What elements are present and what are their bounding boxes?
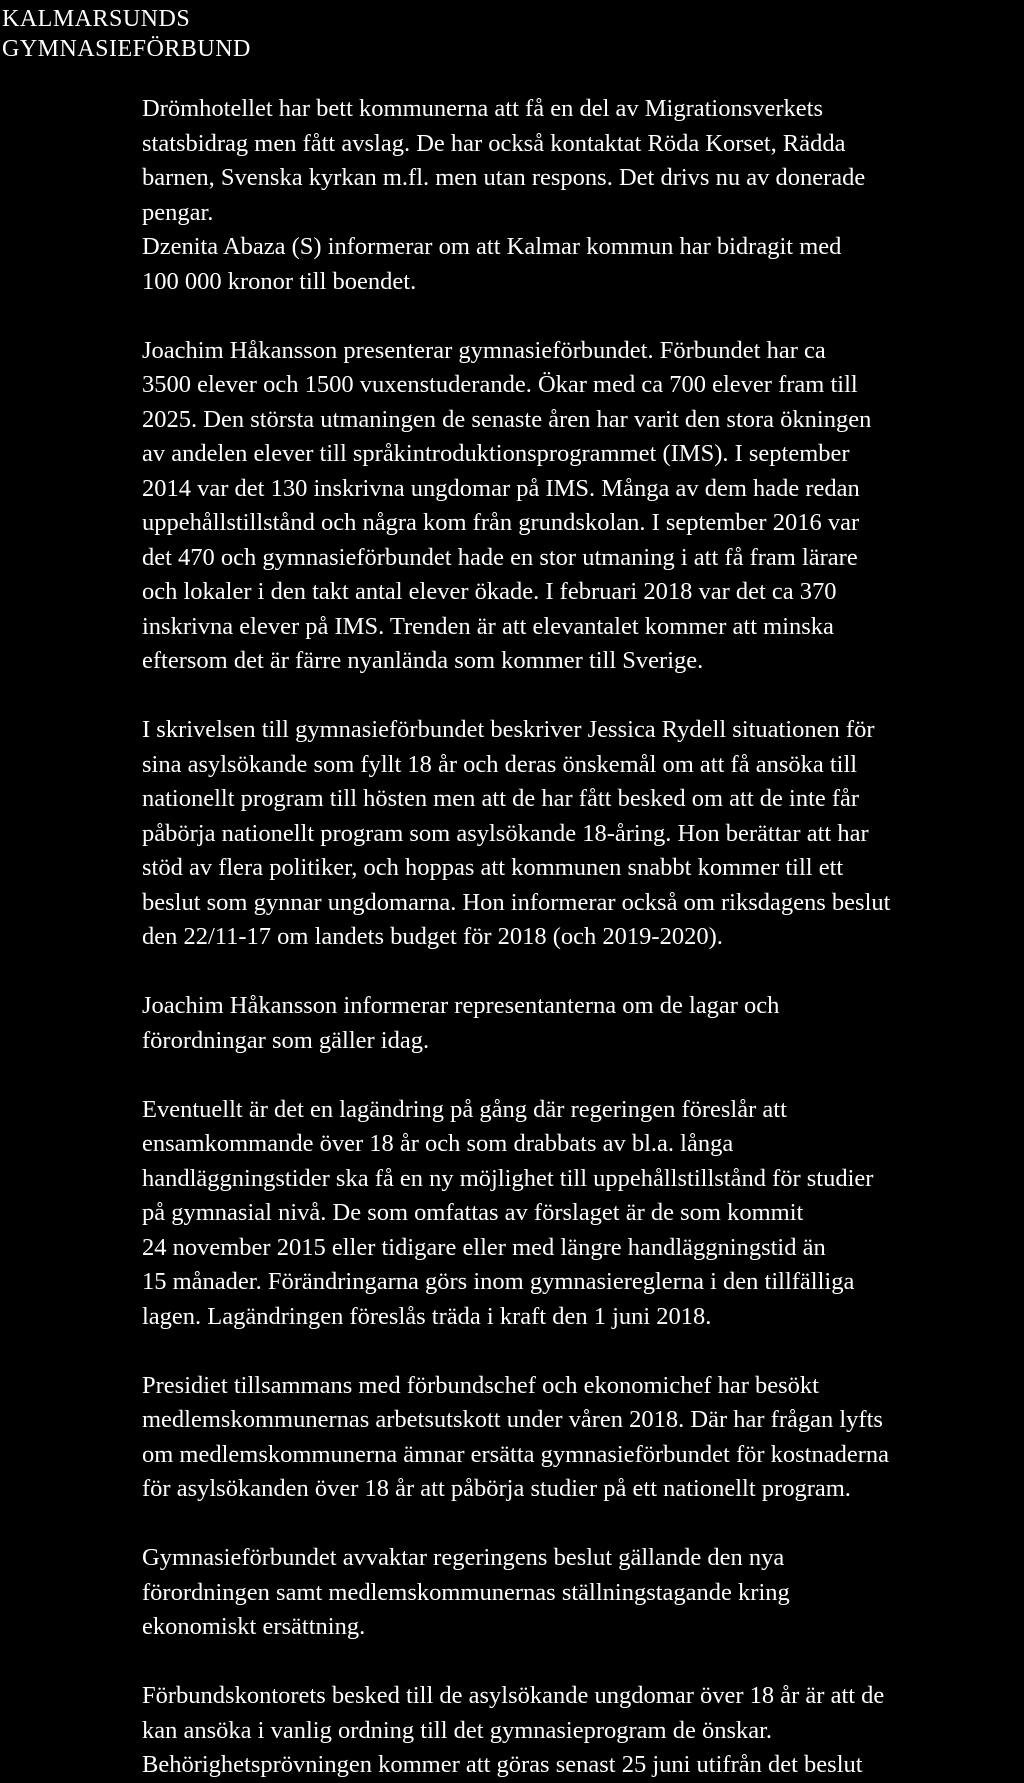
text-line: Joachim Håkansson presenterar gymnasieförbundet. Förbundet har ca (142, 336, 826, 364)
paragraph (142, 713, 1012, 955)
paragraph (142, 1541, 1012, 1645)
paragraph (142, 1369, 1012, 1507)
text-line: medlemskommunernas arbetsutskott under våren 2018. Där har frågan lyfts (142, 1406, 883, 1433)
text-line: på gymnasial nivå. De som omfattas av förslaget är de som kommit (142, 1199, 804, 1226)
text-line: 24 november 2015 eller tidigare eller med längre handläggningstid än (142, 1233, 826, 1261)
header-line: KALMARSUNDS (2, 6, 191, 32)
paragraph (142, 1679, 1012, 1783)
text-line: statsbidrag men fått avslag. De har också kontaktat Röda Korset, Rädda (142, 129, 846, 157)
text-line: nationellt program till hösten men att de har fått besked om att de inte får (142, 785, 860, 812)
text-line: kan ansöka i vanlig ordning till det gymnasieprogram de önskar. (142, 1716, 773, 1744)
paragraph (142, 230, 1012, 299)
text-line: eftersom det är färre nyanlända som kommer till Sverige. (142, 647, 704, 674)
text-line: barnen, Svenska kyrkan m.fl. men utan respons. Det drivs nu av donerade (142, 164, 866, 191)
text-line: påbörja nationellt program som asylsökande 18-åring. Hon berättar att har (142, 819, 869, 847)
text-line: ensamkommande över 18 år och som drabbats av bl.a. långa (142, 1130, 734, 1157)
paragraph (142, 1093, 1012, 1335)
paragraph (142, 92, 1012, 230)
text-line: 15 månader. Förändringarna görs inom gymnasiereglerna i den tillfälliga (142, 1268, 855, 1295)
text-line: sina asylsökande som fyllt 18 år och deras önskemål om att få ansöka till (142, 750, 858, 778)
text-line: beslut som gynnar ungdomarna. Hon informerar också om riksdagens beslut (142, 888, 891, 916)
text-line: Presidiet tillsammans med förbundschef och ekonomichef har besökt (142, 1371, 819, 1399)
organization-header (2, 4, 251, 64)
text-line: inskrivna elever på IMS. Trenden är att elevantalet kommer att minska (142, 612, 834, 640)
text-line: Behörighetsprövningen kommer att göras senast 25 juni utifrån det beslut (142, 1751, 863, 1778)
text-line: 2025. Den största utmaningen de senaste åren har varit den stora ökningen (142, 405, 872, 433)
text-line: 100 000 kronor till boendet. (142, 267, 417, 295)
text-line: för asylsökanden över 18 år att påbörja studier på ett nationellt program. (142, 1475, 851, 1502)
text-line: uppehållstillstånd och några kom från grundskolan. I september 2016 var (142, 509, 860, 536)
text-line: I skrivelsen till gymnasieförbundet beskriver Jessica Rydell situationen för (142, 716, 875, 743)
text-line: stöd av flera politiker, och hoppas att kommunen snabbt kommer till ett (142, 854, 844, 881)
text-line: och lokaler i den takt antal elever ökade. I februari 2018 var det ca 370 (142, 578, 837, 605)
text-line: förordningen samt medlemskommunernas ställningstagande kring (142, 1578, 790, 1606)
document-body (142, 92, 1012, 1783)
text-line: 3500 elever och 1500 vuxenstuderande. Ökar med ca 700 elever fram till (142, 371, 858, 398)
text-line: av andelen elever till språkintroduktionsprogrammet (IMS). I september (142, 440, 850, 467)
text-line: Drömhotellet har bett kommunerna att få en del av Migrationsverkets (142, 95, 824, 122)
text-line: Förbundskontorets besked till de asylsökande ungdomar över 18 år är att de (142, 1682, 885, 1709)
text-line: förordningar som gäller idag. (142, 1026, 430, 1054)
text-line: Dzenita Abaza (S) informerar om att Kalmar kommun har bidragit med (142, 233, 842, 260)
text-line: 2014 var det 130 inskrivna ungdomar på IMS. Många av dem hade redan (142, 474, 860, 502)
header-line: GYMNASIEFÖRBUND (2, 36, 251, 62)
text-line: Joachim Håkansson informerar representanterna om de lagar och (142, 992, 780, 1019)
paragraph (142, 989, 1012, 1058)
paragraph (142, 334, 1012, 679)
text-line: Gymnasieförbundet avvaktar regeringens beslut gällande den nya (142, 1544, 785, 1571)
text-line: ekonomiskt ersättning. (142, 1613, 366, 1640)
text-line: den 22/11-17 om landets budget för 2018 (och 2019-2020). (142, 923, 723, 950)
text-line: om medlemskommunerna ämnar ersätta gymnasieförbundet för kostnaderna (142, 1440, 890, 1468)
text-line: handläggningstider ska få en ny möjlighet till uppehållstillstånd för studier (142, 1164, 874, 1192)
text-line: Eventuellt är det en lagändring på gång där regeringen föreslår att (142, 1095, 787, 1123)
text-line: det 470 och gymnasieförbundet hade en stor utmaning i att få fram lärare (142, 543, 858, 571)
text-line: pengar. (142, 198, 214, 226)
text-line: lagen. Lagändringen föreslås träda i kraft den 1 juni 2018. (142, 1302, 712, 1330)
